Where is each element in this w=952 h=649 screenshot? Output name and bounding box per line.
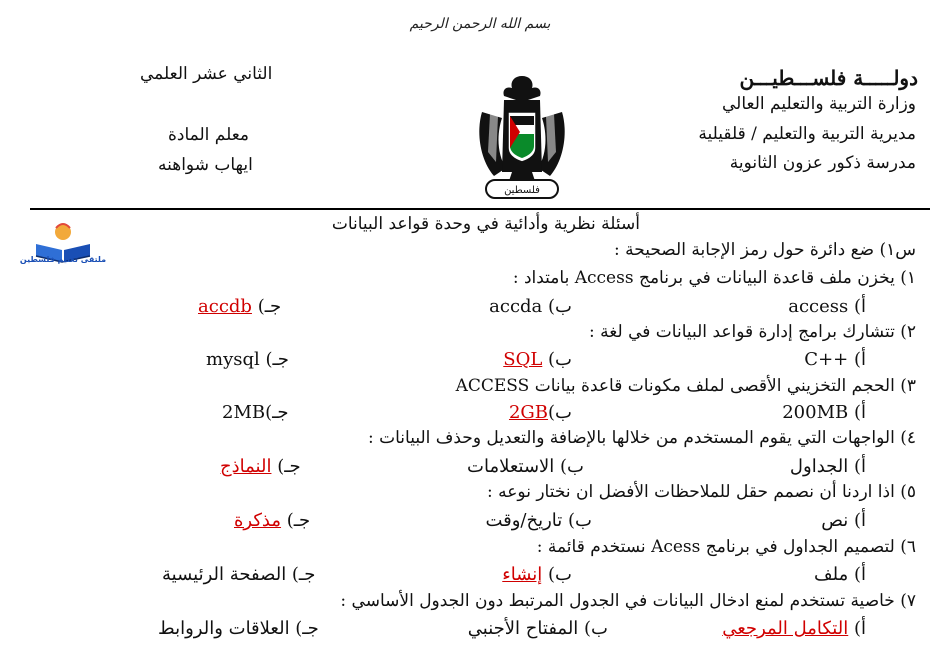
option-b: [509, 402, 572, 423]
option-b: ب) accda: [489, 296, 572, 317]
basmala: بسم الله الرحمن الرحيم: [409, 16, 551, 32]
grade-label: الثاني عشر العلمي: [140, 64, 273, 84]
option-a-prefix: أ): [853, 618, 866, 639]
option-b-prefix: ب): [548, 402, 572, 423]
option-c: [220, 456, 301, 477]
option-a: أ) 200MB: [782, 402, 866, 423]
correct-answer: SQL: [503, 349, 543, 370]
option-a: [722, 618, 866, 639]
state-name: دولـــــة فلســـطيـــن: [739, 66, 918, 90]
school-name: مدرسة ذكور عزون الثانوية: [729, 153, 916, 173]
option-b: [502, 564, 572, 585]
correct-answer: accdb: [198, 296, 252, 317]
palestine-eagle-emblem-icon: [472, 72, 572, 202]
option-c: جـ) الصفحة الرئيسية: [162, 564, 316, 585]
option-c-prefix: جـ): [286, 510, 311, 531]
option-c: جـ)2MB: [222, 402, 289, 423]
directorate-name: مديرية التربية والتعليم / قلقيلية: [698, 124, 916, 144]
correct-answer: إنشاء: [502, 564, 543, 585]
question-instruction: س١) ضع دائرة حول رمز الإجابة الصحيحة :: [613, 240, 916, 260]
option-c: جـ) العلاقات والروابط: [158, 618, 319, 639]
header-divider: [30, 208, 930, 210]
emblem-label: فلسطين: [504, 185, 540, 196]
teacher-name: ايهاب شواهنه: [158, 155, 253, 175]
ministry-name: وزارة التربية والتعليم العالي: [721, 94, 916, 114]
option-c: [234, 510, 310, 531]
correct-answer: مذكرة: [234, 510, 282, 531]
option-c: جـ) mysql: [206, 349, 289, 370]
option-b: ب) تاريخ/وقت: [485, 510, 592, 531]
correct-answer: 2GB: [508, 402, 549, 423]
question-stem: ٣) الحجم التخزيني الأقصى لملف مكونات قاعدة بيانات ACCESS: [455, 376, 916, 396]
correct-answer: النماذج: [220, 456, 272, 477]
option-a: أ) ملف: [814, 564, 866, 585]
question-stem: ٧) خاصية تستخدم لمنع ادخال البيانات في الجدول المرتبط دون الجدول الأساسي :: [340, 591, 916, 611]
option-b-prefix: ب): [548, 564, 572, 585]
question-stem: ٤) الواجهات التي يقوم المستخدم من خلالها بالإضافة والتعديل وحذف البيانات :: [367, 428, 916, 448]
option-b: [503, 349, 572, 370]
option-c-prefix: جـ): [257, 296, 282, 317]
option-b-prefix: ب): [548, 349, 572, 370]
teacher-label: معلم المادة: [168, 125, 250, 145]
option-b: ب) الاستعلامات: [467, 456, 584, 477]
option-a: أ) ++C: [804, 349, 866, 370]
question-stem: ٥) اذا اردنا أن نصمم حقل للملاحظات الأفضل ان نختار نوعه :: [487, 482, 916, 502]
option-c: [198, 296, 281, 317]
question-stem: ١) يخزن ملف قاعدة البيانات في برنامج Access بامتداد :: [512, 268, 916, 288]
correct-answer: التكامل المرجعي: [722, 618, 849, 639]
document-title: أسئلة نظرية وأدائية في وحدة قواعد البيانات: [331, 214, 640, 234]
option-c-prefix: جـ): [277, 456, 301, 477]
logo-caption: ملتقى تعليم فلسطين: [19, 255, 107, 264]
option-a: أ) نص: [821, 510, 866, 531]
option-a: أ) الجداول: [789, 456, 866, 477]
question-stem: ٦) لتصميم الجداول في برنامج Acess نستخدم قائمة :: [536, 537, 916, 557]
option-b: ب) المفتاح الأجنبي: [467, 618, 608, 639]
question-stem: ٢) تتشارك برامج إدارة قواعد البيانات في لغة :: [589, 322, 916, 342]
option-a: أ) access: [788, 296, 866, 317]
